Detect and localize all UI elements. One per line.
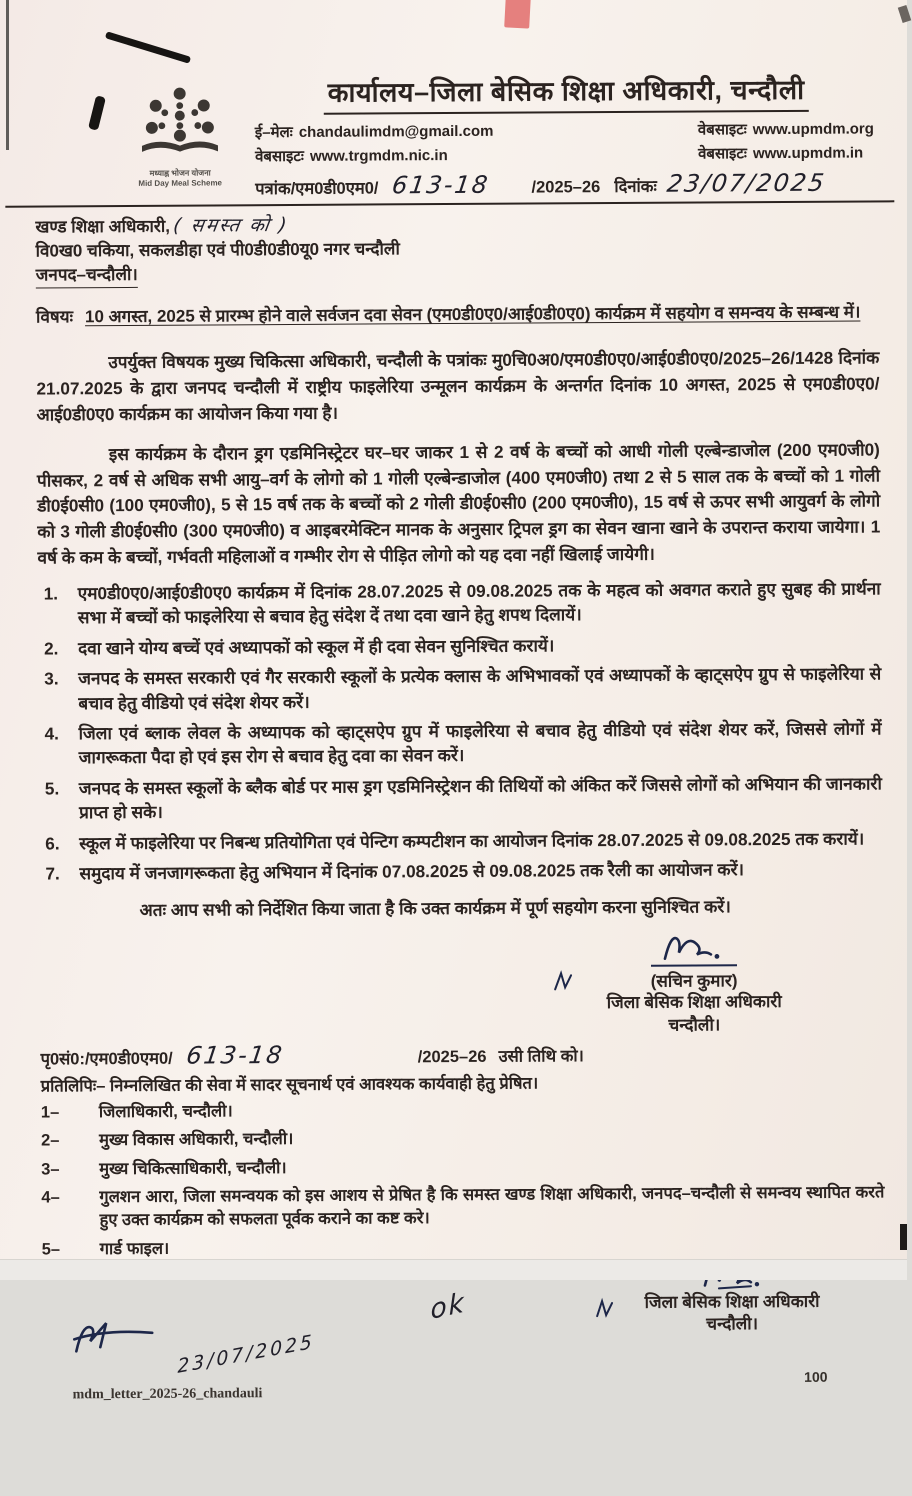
footer-zone [42,1261,886,1496]
letterhead-text [255,69,879,200]
addressee-line-3 [36,258,879,289]
item-text: स्कूल में फाइलेरिया पर निबन्ध प्रतियोगिता एवं पेन्टिग कम्पटीशन का आयोजन दिनांक 28.07.2025 से 09.08.2025 तक करायें। [79,828,865,853]
website-row-2 [698,118,874,139]
signature-icon [66,1317,158,1362]
website-row-1 [255,145,494,166]
list-item [38,716,881,770]
item-number: 3. [44,668,59,689]
letterhead [119,69,879,201]
initials-icon [593,1296,619,1320]
dispatch-date-handwritten: 23/07/2025 [177,1330,316,1379]
item-text: समुदाय में जनजागरूकता हेतु अभियान में दिनांक 07.08.2025 से 09.08.2025 तक रैली का आयोजन करें। [79,859,745,884]
district-name: जनपद–चन्दौली। [36,263,138,289]
website-row-3 [698,142,874,163]
logo-caption-hindi: मध्याह्न भोजन योजना [149,168,211,178]
subject-label: विषयः [35,307,74,327]
initials-icon [551,970,577,994]
body-paragraph-1: उपर्युक्त विषयक मुख्य चिकित्सा अधिकारी, चन्दौली के पत्रांकः मु0चि0अ0/एम0डी0ए0/आई0डी0ए0/2025–26/1428 दिनांक 21.07.2025 के द्वारा जनपद चन्दौली में राष्ट्रीय फाइलेरिया उन्मूलन कार्यक्रम के अन्तर्गत दिनांक 10 अगस्त, 2025 से एम0डी0ए0/आई0डी0ए0 कार्यक्रम का आयोजन किया गया है। [36,347,880,425]
copy-text: मुख्य चिकित्साधिकारी, चन्दौली। [99,1158,287,1178]
reference-session: /2025–26 [417,1047,487,1066]
instruction-list [38,576,883,886]
mid-day-meal-logo [119,79,242,189]
item-number: 5. [44,778,60,799]
header-divider [5,200,894,207]
email-label: ई–मेलः [254,123,293,142]
item-number: 2. [43,638,59,659]
website-label: वेबसाइटः [697,145,747,163]
subject-text: 10 अगस्त, 2025 से प्रारम्भ होने वाले सर्वजन दवा सेवन (एम0डी0ए0/आई0डी0ए0) कार्यक्रम में सहयोग व समन्वय के सम्बन्ध में। [84,302,861,327]
copy-list [41,1096,885,1262]
item-number: 1. [43,583,59,604]
addressee-block [35,208,878,288]
logo-caption-english: Mid Day Meal Scheme [138,178,223,188]
copy-item [41,1153,884,1182]
copy-item [41,1124,884,1153]
addressee-designation: खण्ड शिक्षा अधिकारी, [35,216,170,237]
body-paragraph-2: इस कार्यक्रम के दौरान ड्रग एडमिनिस्ट्रेटर घर–घर जाकर 1 से 2 वर्ष के बच्चों को आधी गोली एल्बेन्डाजोल (200 एम0जी0) पीसकर, 2 वर्ष से अधिक सभी आयु–वर्ग के लोगो को 1 गोली एल्बेन्डाजोल (400 एम0जी0) तथा 2 से 5 साल तक के बच्चों को 1 गोली डी0ई0सी0 (100 एम0जी0), 5 से 15 वर्ष तक के बच्चों को 2 गोली डी0ई0सी0 (200 एम0जी0), 15 वर्ष से ऊपर सभी आयुवर्ग के लोगो को 3 गोली डी0ई0सी0 (300 एम0जी0) व आइबरमेक्टिन मानक के अनुसार ट्रिपल ड्रग का सेवन खाना खाने के उपरान्त कराया जायेगा। 1 वर्ष के कम के बच्चों, गर्भवती महिलाओं व गम्भीर रोग से पीड़ित लोगो को यह दवा नहीं खिलाई जायेगी। [36,439,881,568]
signatory2-title-1: जिला बेसिक शिक्षा अधिकारी [644,1291,820,1313]
copy-number: 4– [41,1188,60,1207]
item-text: जनपद के समस्त सरकारी एवं गैर सरकारी स्कूलों के प्रत्येक क्लास के अभिभावकों एवं अध्यापकों के व्हाट्सऐप ग्रुप से फाइलेरिया से बचाव हेतु वीडियो एवं संदेश शेयर करें। [78,663,882,713]
list-item [39,856,882,886]
copy-text: जिलाधिकारी, चन्दौली। [98,1102,233,1121]
ok-handwritten-mark: ok [429,1287,467,1327]
item-text: एम0डी0ए0/आई0डी0ए0 कार्यक्रम में दिनांक 28.07.2025 से 09.08.2025 तक के महत्व को अवगत कराते हुए सुबह की प्रार्थना सभा में बच्चों को फाइलेरिया से बचाव हेतु संदेश दें तथा दवा खाने हेतु शपथ दिलायें। [77,578,881,628]
signatory-title-2: चन्दौली। [668,1014,721,1035]
addressee-handwritten-note: ( समस्त को ) [172,213,291,237]
letter-number-label: पत्रांक/एम0डी0एम0/ [255,179,379,199]
contact-info [255,118,878,166]
date-handwritten: 23/07/2025 [664,168,827,198]
item-number: 4. [44,723,59,744]
signature-icon [657,927,731,967]
letter-number-row [255,168,878,200]
copy-number: 2– [40,1131,60,1150]
website-value-3: www.upmdm.in [752,144,864,163]
item-text: जिला एवं ब्लाक लेवल के अध्यापक को व्हाट्सऐप ग्रुप में फाइलेरिया से बचाव हेतु वीडियो एवं संदेश शेयर करें, जिससे लोगों में जागरूकता पैदा हो एवं इस रोग से बचाव हेतु दवा का सेवन करें। [78,718,882,768]
item-number: 7. [45,863,60,884]
email-value: chandaulimdm@gmail.com [298,122,494,141]
signature-block [569,926,820,1037]
list-item [38,631,881,661]
reference-suffix: उसी तिथि को। [498,1046,584,1066]
list-item [39,771,882,825]
dispatch-signature [66,1316,316,1379]
item-text: दवा खाने योग्य बच्चें एवं अध्यापकों को स्कूल में ही दवा सेवन सुनिश्चित करायें। [77,635,555,658]
copy-number: 1– [40,1103,60,1122]
reference-label: पृ0सं0:/एम0डी0एम0/ [40,1049,173,1069]
copy-number: 5– [41,1240,61,1259]
copy-number: 3– [41,1159,60,1179]
date-label: दिनांकः [614,177,657,197]
addressee-line-2: वि0ख0 चकिया, सकलडीहा एवं पी0डी0डी0यू0 नगर चन्दौली [35,239,400,261]
signatory-name: (सचिन कुमार) [651,965,738,993]
mid-day-meal-logo-icon [132,79,229,164]
signatory2-title-2: चन्दौली। [706,1314,759,1334]
session-label: /2025–26 [531,178,601,197]
scanner-bottom-strip [0,1259,907,1280]
letter-number-handwritten: 613-18 [390,170,492,200]
copy-text: गुलशन आरा, जिला समन्वयक को इस आशय से प्रेषित है कि समस्त खण्ड शिक्षा अधिकारी, जनपद–चन्दौली से समन्वय स्थापित करते हुए उक्त कार्यक्रम को सफलता पूर्वक कराने का कष्ट करे। [99,1183,885,1230]
signatory-title-1: जिला बेसिक शिक्षा अधिकारी [606,992,782,1013]
item-number: 6. [45,833,60,854]
closing-line: अतः आप सभी को निर्देशित किया जाता है कि उक्त कार्यक्रम में पूर्ण सहयोग करना सुनिश्चित करें। [139,896,731,921]
page-number: 100 [804,1368,828,1386]
copy-text: गार्ड फाइल। [99,1239,170,1258]
copy-text: मुख्य विकास अधिकारी, चन्दौली। [98,1130,294,1150]
item-text: जनपद के समस्त स्कूलों के ब्लैक बोर्ड पर मास ड्रग एडमिनिस्ट्रेशन की तिथियों को अंकित करें जिससे लोगों को अभियान की जानकारी प्राप्त हो सके। [78,773,882,823]
website-value-1: www.trgmdm.nic.in [309,147,448,165]
website-label: वेबसाइटः [254,147,304,166]
list-item [39,826,882,856]
copy-item [41,1096,884,1125]
reference-row [40,1037,883,1070]
email-row [255,121,494,142]
file-name-label: mdm_letter_2025-26_chandauli [72,1386,263,1403]
website-label: वेबसाइटः [697,121,747,139]
reference-number-handwritten: 613-18 [184,1040,286,1070]
office-title: कार्यालय–जिला बेसिक शिक्षा अधिकारी, चन्दौली [324,70,809,115]
list-item [38,576,881,630]
copy-item [41,1181,884,1233]
copy-heading: प्रतिलिपिः– निम्नलिखित की सेवा में सादर सूचनार्थ एवं आवश्यक कार्यवाही हेतु प्रेषित। [40,1074,539,1096]
website-value-2: www.upmdm.org [752,120,874,139]
subject-row [36,300,879,331]
list-item [38,661,881,715]
